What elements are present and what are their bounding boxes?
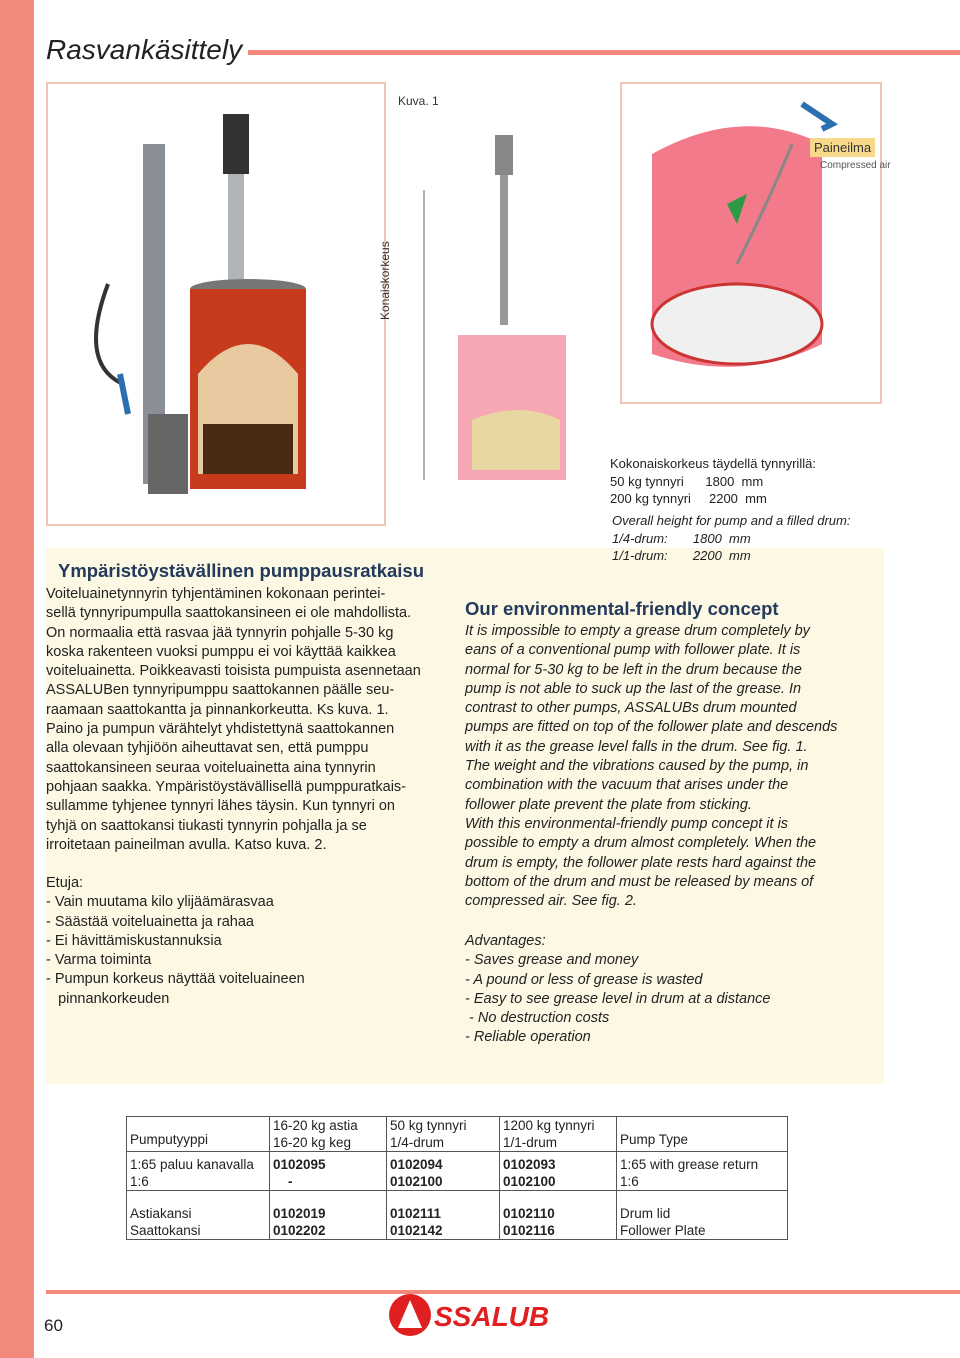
- height-label: Konaiskorkeus: [378, 241, 392, 320]
- drum-diagram: [410, 120, 570, 510]
- en-benefits-title: Advantages:: [465, 933, 546, 949]
- finnish-benefits: [46, 874, 462, 1009]
- spec-en-line1: 1/4-drum: 1800 mm: [612, 530, 751, 546]
- page-title: Rasvankäsittely: [46, 34, 243, 65]
- spec-fi-line2: 200 kg tynnyri 2200 mm: [610, 491, 767, 506]
- spec-en-line2: 1/1-drum: 2200 mm: [612, 548, 751, 563]
- fi-line: saattokansineen seuraa voiteluainetta aina tynnyrin: [46, 759, 376, 776]
- table-cell: Drum lid Follower Plate: [620, 1206, 706, 1238]
- fi-benefits-title: Etuja:: [46, 875, 84, 891]
- table-cell: 1:65 with grease return 1:6: [620, 1157, 759, 1189]
- fi-benefit: - Vain muutama kilo ylijäämärasvaa: [46, 894, 274, 911]
- en-line: possible to empty a drum almost completely. When the: [465, 835, 817, 852]
- en-benefit: - Easy to see grease level in drum at a distance: [465, 990, 771, 1007]
- fi-benefit: - Varma toiminta: [46, 952, 152, 969]
- table-cell: 0102095 -: [273, 1157, 326, 1189]
- drum-bottom-illustration: [622, 84, 880, 402]
- table-row: [127, 1191, 788, 1240]
- table-cell: Astiakansi Saattokansi: [130, 1206, 201, 1238]
- left-accent-bar: [0, 0, 34, 1358]
- fi-benefit: - Säästää voiteluainetta ja rahaa: [46, 913, 254, 930]
- table-cell: 50 kg tynnyri 1/4-drum: [390, 1118, 467, 1150]
- compressed-air-badge: Paineilma: [810, 138, 875, 157]
- fi-line: voiteluainetta. Poikkeavasti toisista pumpuista asennetaan: [46, 663, 421, 680]
- finnish-heading: Ympäristöystävällinen pumppausratkaisu: [58, 560, 425, 581]
- table-cell: 0102110 0102116: [503, 1206, 555, 1238]
- en-line: The weight and the vibrations caused by the pump, in: [465, 758, 809, 775]
- table-cell: Pumputyyppi: [130, 1132, 209, 1147]
- product-table: [126, 1116, 788, 1240]
- fi-line: On normaalia että rasvaa jää tynnyrin pohjalle 5-30 kg: [46, 624, 394, 641]
- fi-line: alla olevaan tyhjiöön aiheuttavat sen, että pumppu: [46, 740, 369, 757]
- fi-line: pohjaan saakka. Ympäristöystävällisellä pumppuratkais-: [46, 778, 407, 795]
- table-cell: 1:65 paluu kanavalla 1:6: [130, 1157, 254, 1189]
- compressed-air-label: Compressed air: [820, 160, 891, 171]
- english-body: [465, 622, 881, 911]
- en-line: pumps are fitted on top of the follower plate and descends: [465, 719, 838, 736]
- fi-line: ASSALUBen tynnyripumppu saattokannen päälle seu-: [46, 682, 395, 699]
- fi-line: raamaan saattokantta ja pinnankorkeutta. Ks kuva. 1.: [46, 701, 389, 718]
- en-line: combination with the vacuum that arises under the: [465, 777, 789, 794]
- fi-line: sullamme tyhjenee tynnyri lähes täysin. Kun tynnyri on: [46, 798, 395, 815]
- fi-line: koska rakenteen vuoksi pumppu ei voi käyttää kaikkea: [46, 643, 396, 660]
- table-row: [127, 1117, 788, 1152]
- table-cell: 0102094 0102100: [390, 1157, 443, 1189]
- en-line: eans of a conventional pump with follower plate. It is: [465, 642, 801, 659]
- table-cell: 0102111 0102142: [390, 1206, 443, 1238]
- table-cell: 0102019 0102202: [273, 1206, 326, 1238]
- en-line: compressed air. See fig. 2.: [465, 893, 637, 910]
- table-row: [127, 1152, 788, 1191]
- fi-benefit: - Ei hävittämiskustannuksia: [46, 932, 222, 949]
- table-cell: Pump Type: [620, 1132, 689, 1147]
- en-line: drum is empty, the follower plate rests hard against the: [465, 854, 817, 871]
- spec-fi: [610, 455, 816, 508]
- en-benefit: - Reliable operation: [465, 1029, 591, 1046]
- en-line: follower plate prevent the plate from sticking.: [465, 796, 752, 813]
- english-benefits: [465, 932, 881, 1048]
- en-benefit: - No destruction costs: [465, 1010, 610, 1027]
- fi-benefit: - Pumpun korkeus näyttää voiteluaineen: [46, 971, 305, 988]
- en-line: contrast to other pumps, ASSALUBs drum mounted: [465, 700, 797, 717]
- en-benefit: - Saves grease and money: [465, 952, 639, 969]
- en-benefit: - A pound or less of grease is wasted: [465, 971, 703, 988]
- finnish-body: [46, 585, 462, 855]
- fi-line: tyhjä on saattokansi tiukasti tynnyrin pohjalla ja se: [46, 817, 367, 834]
- table-cell: 1200 kg tynnyri 1/1-drum: [503, 1118, 595, 1150]
- spec-fi-title: Kokonaiskorkeus täydellä tynnyrillä:: [610, 456, 816, 471]
- en-line: normal for 5-30 kg to be left in the drum because the: [465, 661, 802, 678]
- fig1-caption: Kuva. 1: [398, 94, 439, 108]
- table-cell: 16-20 kg astia 16-20 kg keg: [273, 1118, 358, 1150]
- title-rule: [248, 50, 960, 55]
- spec-en: [612, 512, 850, 565]
- page-number: 60: [44, 1316, 63, 1335]
- en-line: With this environmental-friendly pump concept it is: [465, 815, 789, 832]
- assalub-logo: [386, 1290, 556, 1345]
- fi-line: sellä tynnyripumpulla saattokansineen ei ole mahdollista.: [46, 605, 412, 622]
- en-line: pump is not able to suck up the last of the grease. In: [465, 680, 802, 697]
- drum-pump-illustration: [48, 84, 384, 524]
- spec-fi-line1: 50 kg tynnyri 1800 mm: [610, 473, 764, 489]
- pump-photo: [46, 82, 386, 526]
- svg-text:SSALUB: SSALUB: [434, 1301, 550, 1332]
- spec-en-title: Overall height for pump and a filled drum:: [612, 513, 851, 528]
- fi-line: Voiteluainetynnyrin tyhjentäminen kokonaan perintei-: [46, 586, 386, 602]
- english-heading: Our environmental-friendly concept: [465, 598, 779, 619]
- drum-photo: [620, 82, 882, 404]
- en-line: bottom of the drum and must be released by means of: [465, 873, 814, 890]
- fi-line: Paino ja pumpun värähtelyt yhdistettynä saattokannen: [46, 721, 395, 738]
- table-cell: 0102093 0102100: [503, 1157, 556, 1189]
- fi-benefit: pinnankorkeuden: [46, 990, 170, 1007]
- en-line: with it as the grease level falls in the drum. See fig. 1.: [465, 738, 808, 755]
- en-line: It is impossible to empty a grease drum completely by: [465, 623, 810, 639]
- fi-line: irroitetaan paineilman avulla. Katso kuva. 2.: [46, 836, 327, 853]
